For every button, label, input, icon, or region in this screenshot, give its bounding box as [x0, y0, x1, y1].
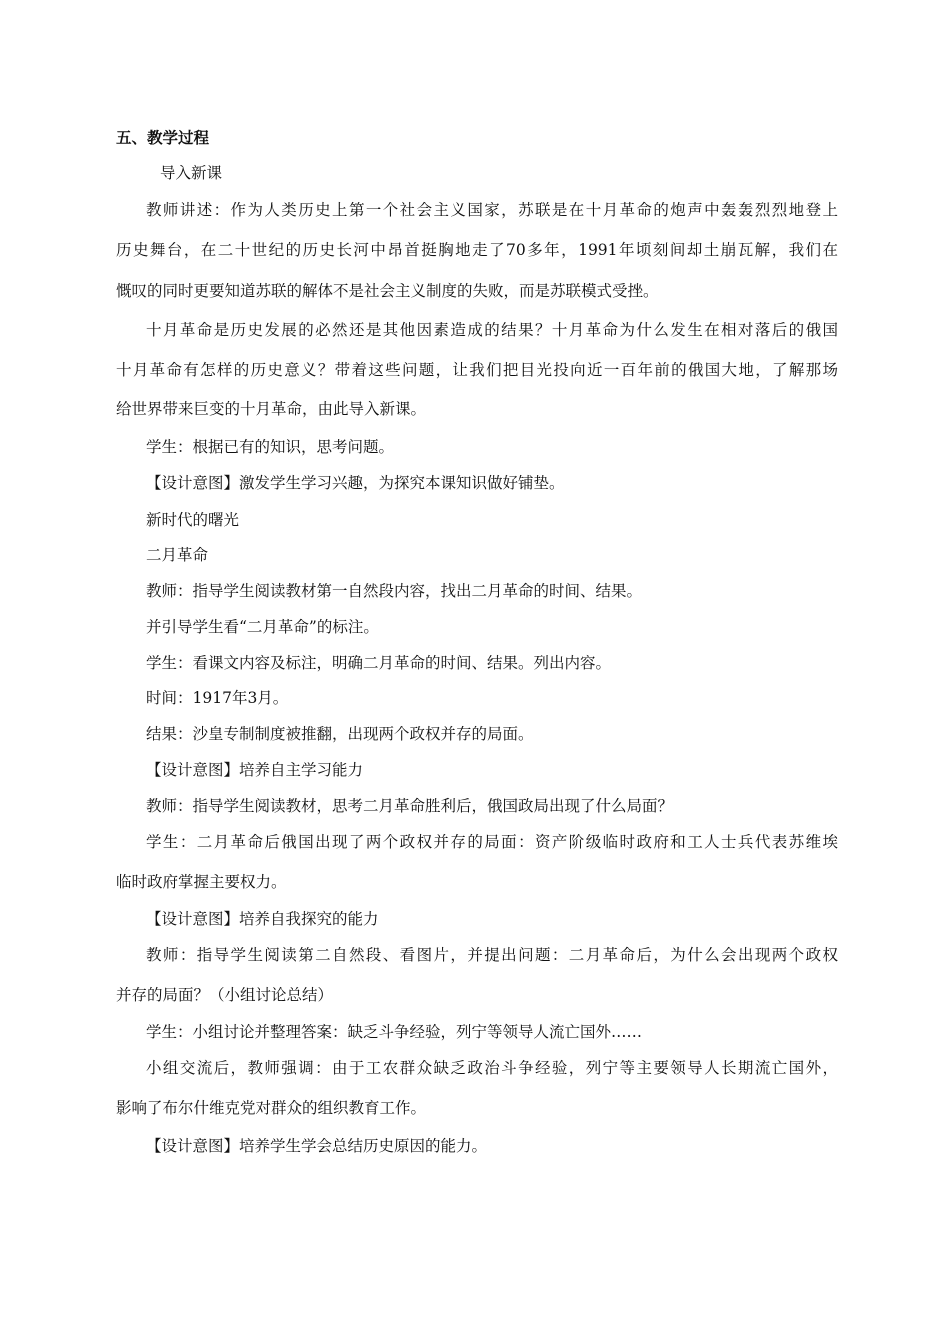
- paragraph-line: 结果：沙皇专制制度被推翻，出现两个政权并存的局面。: [146, 725, 534, 743]
- paragraph-line: 学生：根据已有的知识，思考问题。: [146, 438, 395, 456]
- paragraph-line: 小组交流后，教师强调：由于工农群众缺乏政治斗争经验，列宁等主要领导人长期流亡国外，: [146, 1059, 838, 1077]
- paragraph-line: 学生：二月革命后俄国出现了两个政权并存的局面：资产阶级临时政府和工人士兵代表苏维埃: [146, 833, 838, 851]
- paragraph-line: 历史舞台，在二十世纪的历史长河中昂首挺胸地走了70多年，1991年顷刻间却土崩瓦解，我们在: [116, 241, 838, 259]
- paragraph-line: 十月革命是历史发展的必然还是其他因素造成的结果？十月革命为什么发生在相对落后的俄国: [146, 321, 838, 339]
- paragraph-line: 并引导学生看“二月革命”的标注。: [146, 618, 379, 636]
- paragraph-line: 教师：指导学生阅读教材第一自然段内容，找出二月革命的时间、结果。: [146, 582, 643, 600]
- paragraph-line: 教师：指导学生阅读教材，思考二月革命胜利后，俄国政局出现了什么局面？: [146, 797, 674, 815]
- paragraph-line: 十月革命有怎样的历史意义？带着这些问题，让我们把目光投向近一百年前的俄国大地，了解那场: [116, 361, 838, 379]
- design-intent-line: 【设计意图】培养自主学习能力: [146, 761, 364, 779]
- design-intent-line: 【设计意图】培养学生学会总结历史原因的能力。: [146, 1137, 488, 1155]
- paragraph-line: 慨叹的同时更要知道苏联的解体不是社会主义制度的失败，而是苏联模式受挫。: [116, 282, 659, 300]
- paragraph-line: 学生：小组讨论并整理答案：缺乏斗争经验，列宁等领导人流亡国外……: [146, 1023, 643, 1041]
- subheading-intro: 导入新课: [160, 164, 223, 182]
- paragraph-line: 影响了布尔什维克党对群众的组织教育工作。: [116, 1099, 427, 1117]
- subheading-february-revolution: 二月革命: [146, 546, 209, 564]
- paragraph-line: 时间：1917年3月。: [146, 689, 289, 707]
- paragraph-line: 教师讲述：作为人类历史上第一个社会主义国家，苏联是在十月革命的炮声中轰轰烈烈地登上: [146, 201, 838, 219]
- paragraph-line: 教师：指导学生阅读第二自然段、看图片，并提出问题：二月革命后，为什么会出现两个政权: [146, 946, 838, 964]
- paragraph-line: 学生：看课文内容及标注，明确二月革命的时间、结果。列出内容。: [146, 654, 612, 672]
- subheading-new-era: 新时代的曙光: [146, 511, 240, 529]
- design-intent-line: 【设计意图】培养自我探究的能力: [146, 910, 379, 928]
- section-heading: 五、教学过程: [116, 128, 210, 147]
- paragraph-line: 并存的局面？（小组讨论总结）: [116, 986, 334, 1004]
- design-intent-line: 【设计意图】激发学生学习兴趣，为探究本课知识做好铺垫。: [146, 474, 565, 492]
- paragraph-line: 给世界带来巨变的十月革命，由此导入新课。: [116, 400, 427, 418]
- paragraph-line: 临时政府掌握主要权力。: [116, 873, 287, 891]
